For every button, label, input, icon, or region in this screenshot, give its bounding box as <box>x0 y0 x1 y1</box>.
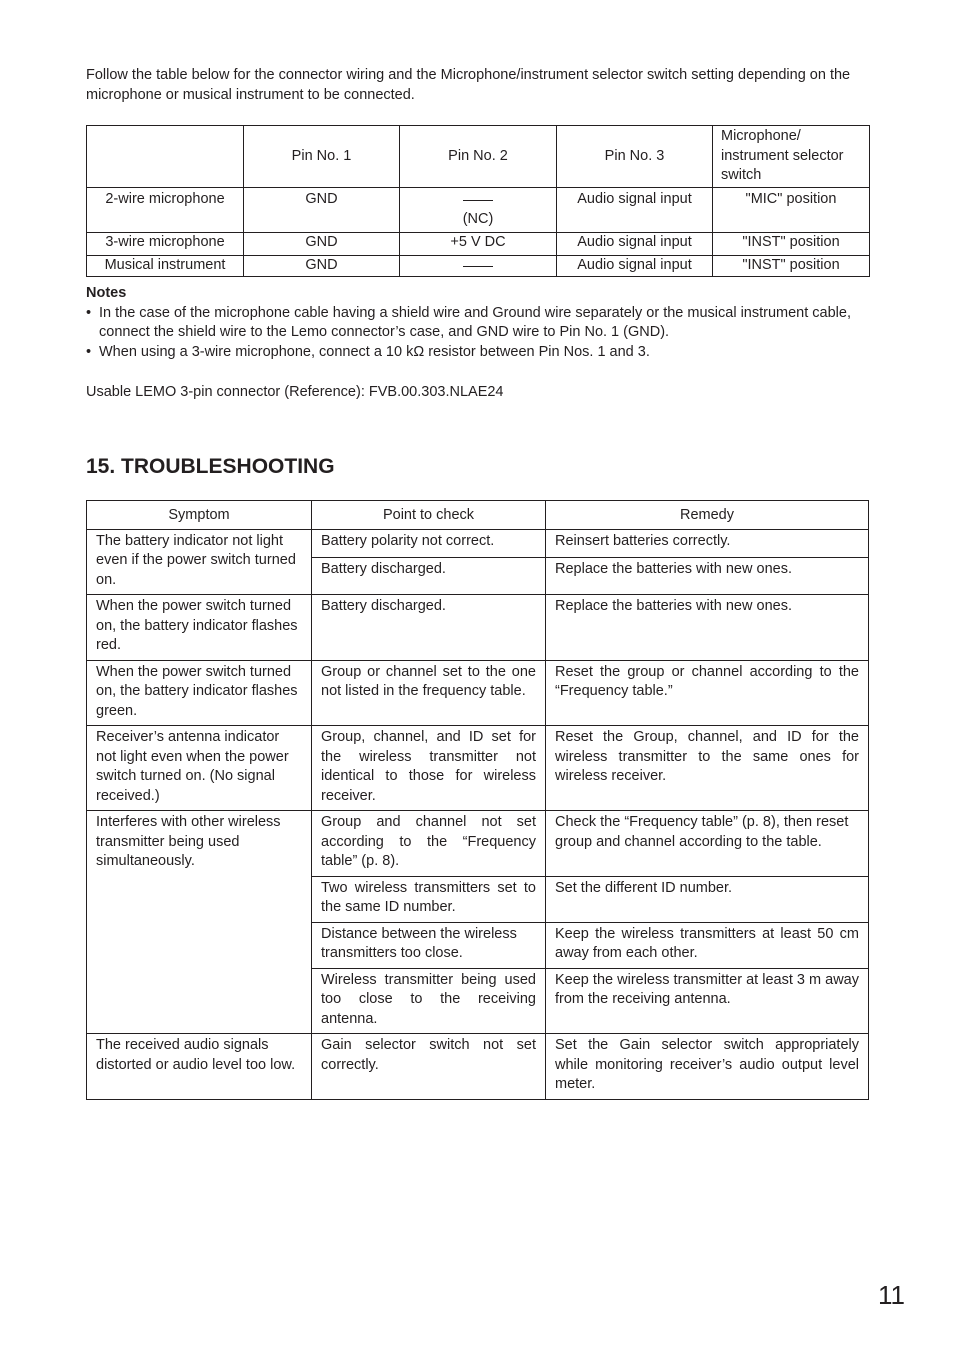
remedy-cell: Reset the group or channel according to the “Frequency table.” <box>546 660 869 726</box>
table-cell: GND <box>244 188 400 233</box>
wiring-header-row <box>87 126 870 188</box>
page-number: 11 <box>878 1280 905 1310</box>
point-cell: Distance between the wireless transmitters too close. <box>312 922 546 968</box>
point-cell: Two wireless transmitters set to the same ID number. <box>312 876 546 922</box>
wiring-header-cell: Pin No. 1 <box>244 126 400 188</box>
point-cell: Battery discharged. <box>312 558 546 595</box>
remedy-cell: Replace the batteries with new ones. <box>546 558 869 595</box>
intro-paragraph: Follow the table below for the connector wiring and the Microphone/instrument selector switch setting depending on the microphone or musical instrument to be connected. <box>86 67 851 103</box>
point-cell: Group, channel, and ID set for the wireless transmitter not identical to those for wireless receiver. <box>312 726 546 811</box>
symptom-cell: When the power switch turned on, the battery indicator flashes green. <box>87 660 312 726</box>
table-cell: +5 V DC <box>400 233 557 256</box>
note-text: In the case of the microphone cable having a shield wire and Ground wire separately or the musical instrument cable, connect the shield wire to the Lemo connector’s case, and GND wire to Pin No. 1 (GND). <box>99 304 851 340</box>
table-cell: 2-wire microphone <box>87 188 244 233</box>
table-row <box>87 188 870 233</box>
troubleshooting-header-cell: Symptom <box>87 501 312 530</box>
dash-line <box>463 266 493 267</box>
section-title: 15. TROUBLESHOOTING <box>86 455 335 478</box>
table-cell <box>400 256 557 277</box>
symptom-cell: The received audio signals distorted or audio level too low. <box>87 1034 312 1100</box>
point-cell: Battery discharged. <box>312 595 546 661</box>
table-cell: Musical instrument <box>87 256 244 277</box>
wiring-header-cell <box>87 126 244 188</box>
point-cell: Battery polarity not correct. <box>312 529 546 558</box>
table-cell: GND <box>244 233 400 256</box>
table-row <box>87 726 869 811</box>
troubleshooting-table <box>86 500 869 1100</box>
wiring-table <box>86 125 870 277</box>
remedy-cell: Set the different ID number. <box>546 876 869 922</box>
point-cell: Group and channel not set according to the “Frequency table” (p. 8). <box>312 811 546 877</box>
table-cell: GND <box>244 256 400 277</box>
bullet: • <box>86 343 92 360</box>
remedy-cell: Replace the batteries with new ones. <box>546 595 869 661</box>
table-row <box>87 529 869 558</box>
wiring-header-cell: Pin No. 2 <box>400 126 557 188</box>
troubleshooting-header-cell: Point to check <box>312 501 546 530</box>
table-cell: "MIC" position <box>713 188 870 233</box>
remedy-cell: Reset the Group, channel, and ID for the wireless transmitter to the same ones for wireless receiver. <box>546 726 869 811</box>
note-text: When using a 3-wire microphone, connect a 10 kΩ resistor between Pin Nos. 1 and 3. <box>99 343 650 360</box>
troubleshooting-header-row <box>87 501 869 530</box>
wiring-header-cell: Pin No. 3 <box>557 126 713 188</box>
point-cell: Group or channel set to the one not listed in the frequency table. <box>312 660 546 726</box>
symptom-cell: Interferes with other wireless transmitter being used simultaneously. <box>87 811 312 1034</box>
table-row <box>87 811 869 877</box>
notes-title: Notes <box>86 285 127 301</box>
note-item <box>86 343 871 363</box>
remedy-cell: Set the Gain selector switch appropriately while monitoring receiver’s audio output level meter. <box>546 1034 869 1100</box>
dash-line <box>463 200 493 201</box>
bullet: • <box>86 304 92 321</box>
symptom-cell: The battery indicator not light even if the power switch turned on. <box>87 529 312 595</box>
table-cell <box>400 188 557 233</box>
troubleshooting-header-cell: Remedy <box>546 501 869 530</box>
symptom-cell: Receiver’s antenna indicator not light even when the power switch turned on. (No signal received.) <box>87 726 312 811</box>
table-cell: "INST" position <box>713 256 870 277</box>
symptom-cell: When the power switch turned on, the battery indicator flashes red. <box>87 595 312 661</box>
table-cell: 3-wire microphone <box>87 233 244 256</box>
remedy-cell: Keep the wireless transmitters at least 50 cm away from each other. <box>546 922 869 968</box>
remedy-cell: Keep the wireless transmitter at least 3 m away from the receiving antenna. <box>546 968 869 1034</box>
table-cell: "INST" position <box>713 233 870 256</box>
table-row <box>87 660 869 726</box>
table-row <box>87 256 870 277</box>
table-cell: Audio signal input <box>557 233 713 256</box>
remedy-cell: Reinsert batteries correctly. <box>546 529 869 558</box>
table-cell: Audio signal input <box>557 188 713 233</box>
table-cell: Audio signal input <box>557 256 713 277</box>
table-row <box>87 1034 869 1100</box>
table-cell-text: (NC) <box>462 210 494 227</box>
point-cell: Wireless transmitter being used too close to the receiving antenna. <box>312 968 546 1034</box>
notes-section <box>86 284 871 362</box>
point-cell: Gain selector switch not set correctly. <box>312 1034 546 1100</box>
note-item <box>86 304 871 343</box>
table-row <box>87 595 869 661</box>
wiring-header-cell: Microphone/ instrument selector switch <box>713 126 870 188</box>
table-row <box>87 233 870 256</box>
remedy-cell: Check the “Frequency table” (p. 8), then reset group and channel according to the table. <box>546 811 869 877</box>
usable-connector-note: Usable LEMO 3-pin connector (Reference): FVB.00.303.NLAE24 <box>86 384 504 400</box>
